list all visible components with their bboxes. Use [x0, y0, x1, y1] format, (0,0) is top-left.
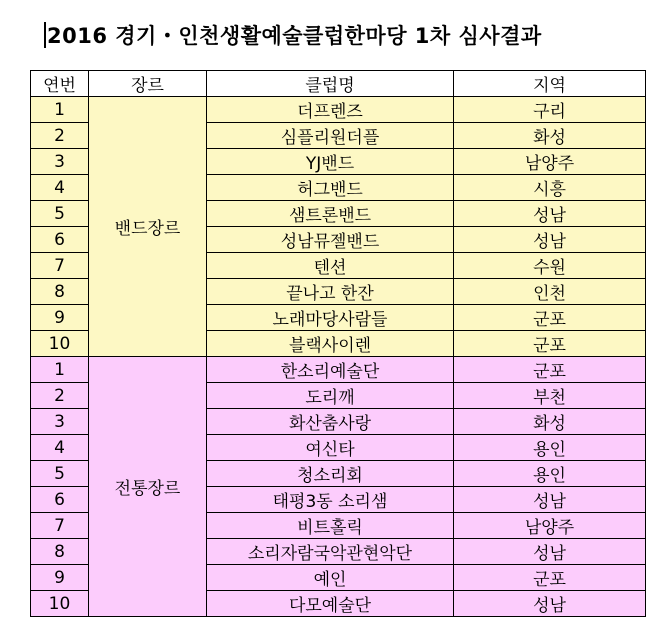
page-title-text: 2016 경기・인천생활예술클럽한마당 1차 심사결과 [47, 24, 542, 48]
cell-genre: 전통장르 [89, 357, 207, 617]
cell-region: 수원 [454, 253, 646, 279]
cell-region: 군포 [454, 565, 646, 591]
cell-no: 4 [31, 435, 89, 461]
cell-club: 블랙사이렌 [207, 331, 454, 357]
cell-region: 화성 [454, 409, 646, 435]
cell-no: 9 [31, 565, 89, 591]
cell-no: 5 [31, 461, 89, 487]
cell-no: 1 [31, 357, 89, 383]
cell-no: 10 [31, 331, 89, 357]
cell-no: 10 [31, 591, 89, 617]
cell-region: 부천 [454, 383, 646, 409]
cell-region: 군포 [454, 357, 646, 383]
cell-club: 노래마당사람들 [207, 305, 454, 331]
text-cursor [44, 22, 46, 48]
cell-club: 화산춤사랑 [207, 409, 454, 435]
cell-club: 허그밴드 [207, 175, 454, 201]
cell-region: 성남 [454, 201, 646, 227]
cell-region: 남양주 [454, 513, 646, 539]
cell-region: 인천 [454, 279, 646, 305]
cell-region: 성남 [454, 487, 646, 513]
cell-no: 7 [31, 513, 89, 539]
header-club: 클럽명 [207, 71, 454, 97]
cell-no: 8 [31, 279, 89, 305]
table-row [31, 97, 646, 123]
table-header-row [31, 71, 646, 97]
cell-no: 1 [31, 97, 89, 123]
cell-club: 예인 [207, 565, 454, 591]
cell-no: 8 [31, 539, 89, 565]
cell-no: 4 [31, 175, 89, 201]
cell-region: 성남 [454, 591, 646, 617]
cell-club: 한소리예술단 [207, 357, 454, 383]
table-row [31, 357, 646, 383]
cell-club: 태평3동 소리샘 [207, 487, 454, 513]
cell-club: 청소리회 [207, 461, 454, 487]
cell-club: 더프렌즈 [207, 97, 454, 123]
cell-genre: 밴드장르 [89, 97, 207, 357]
cell-region: 용인 [454, 435, 646, 461]
cell-region: 시흥 [454, 175, 646, 201]
cell-club: 텐션 [207, 253, 454, 279]
cell-no: 2 [31, 383, 89, 409]
cell-no: 6 [31, 487, 89, 513]
cell-no: 3 [31, 149, 89, 175]
cell-club: 끝나고 한잔 [207, 279, 454, 305]
cell-no: 9 [31, 305, 89, 331]
page-title [44, 18, 542, 54]
cell-region: 남양주 [454, 149, 646, 175]
cell-no: 2 [31, 123, 89, 149]
cell-region: 성남 [454, 539, 646, 565]
result-table [30, 70, 646, 617]
cell-no: 6 [31, 227, 89, 253]
cell-club: 성남뮤젤밴드 [207, 227, 454, 253]
cell-region: 군포 [454, 305, 646, 331]
table-body [31, 97, 646, 617]
cell-region: 화성 [454, 123, 646, 149]
cell-no: 7 [31, 253, 89, 279]
cell-no: 3 [31, 409, 89, 435]
cell-club: 심플리원더플 [207, 123, 454, 149]
cell-club: YJ밴드 [207, 149, 454, 175]
header-region: 지역 [454, 71, 646, 97]
cell-club: 소리자람국악관현악단 [207, 539, 454, 565]
cell-club: 도리깨 [207, 383, 454, 409]
cell-club: 다모예술단 [207, 591, 454, 617]
cell-club: 여신타 [207, 435, 454, 461]
cell-region: 용인 [454, 461, 646, 487]
cell-no: 5 [31, 201, 89, 227]
cell-club: 샘트론밴드 [207, 201, 454, 227]
header-genre: 장르 [89, 71, 207, 97]
header-no: 연번 [31, 71, 89, 97]
cell-region: 구리 [454, 97, 646, 123]
cell-club: 비트홀릭 [207, 513, 454, 539]
cell-region: 군포 [454, 331, 646, 357]
cell-region: 성남 [454, 227, 646, 253]
